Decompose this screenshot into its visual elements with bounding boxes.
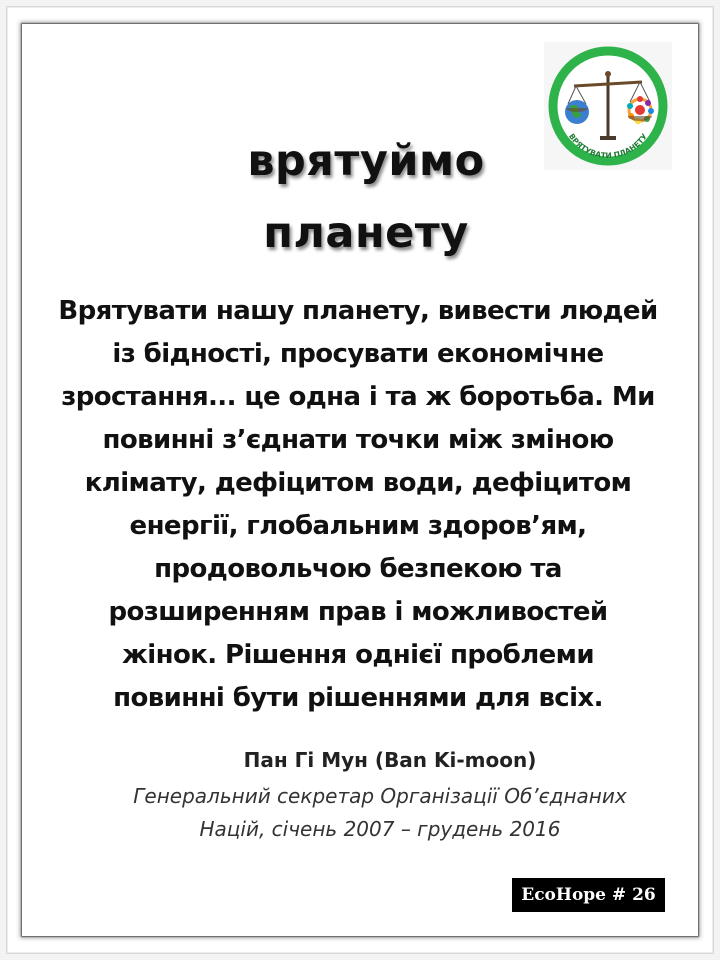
quote-line: клімату, дефіцитом води, дефіцитом [84,468,632,498]
author-role-line-1: Генеральний секретар Організації Об’єднаних [133,784,627,808]
author-role-line-2: Націй, січень 2007 – грудень 2016 [199,817,561,841]
logo-bottom-text: ВРЯТУВАТИ ПЛАНЕТУ [566,131,650,161]
quote-line: розширенням прав і можливостей [108,597,608,627]
quote-line: повинні з’єднати точки між зміною [102,425,614,455]
title-line-2: планету [263,208,469,258]
scales-globe-people-icon [544,42,672,170]
quote-text [38,290,678,720]
quote-line: повинні бути рішеннями для всіх. [113,683,603,713]
quote-line: із бідності, просувати економічне [112,339,604,369]
logo [544,42,672,170]
author-name: Пан Гі Мун (Ban Ki-moon) [243,748,537,772]
quote-line: зростання... це одна і та ж боротьба. Ми [61,382,655,412]
ecohope-badge: EcoHope # 26 [512,878,665,912]
inner-frame [22,24,698,936]
title-line-1: врятуймо [247,136,485,186]
quote-line: жінок. Рішення однієї проблеми [122,640,594,670]
quote-line: Врятувати нашу планету, вивести людей [58,296,658,326]
quote-line: продовольчою безпекою та [154,554,562,584]
author-role [60,780,700,846]
logo-top-text: ВАШІ ДІЇ [582,58,634,76]
quote-line: енергії, глобальним здоров’ям, [129,511,587,541]
